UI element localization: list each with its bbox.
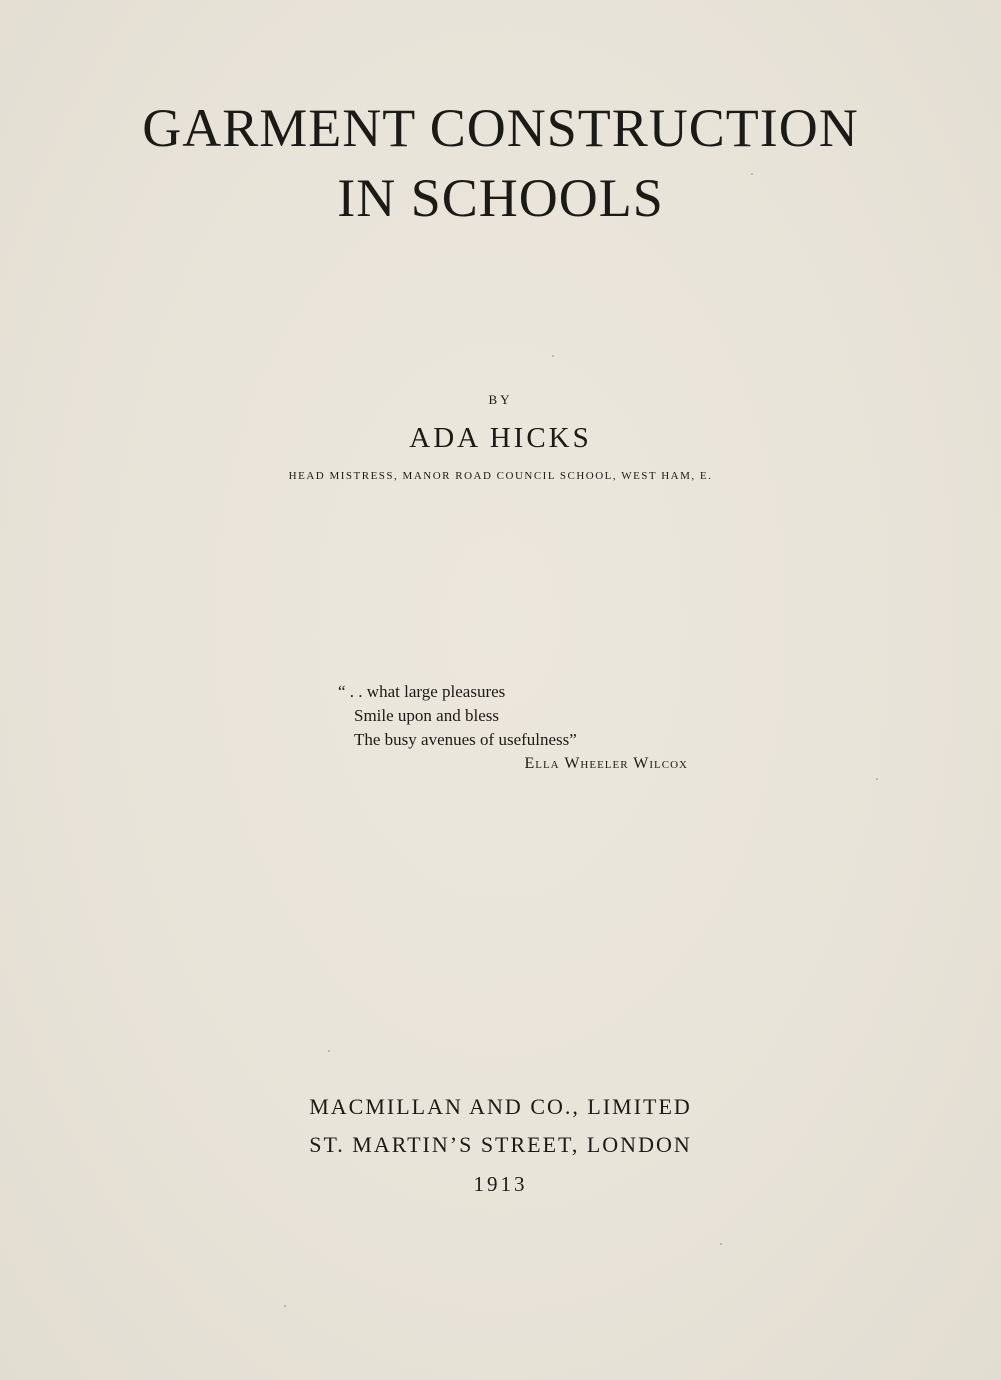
epigraph bbox=[338, 680, 698, 776]
publication-year: 1913 bbox=[473, 1172, 528, 1196]
epigraph-line-3: The busy avenues of usefulness” bbox=[354, 730, 577, 749]
epigraph-line-2: Smile upon and bless bbox=[354, 706, 499, 725]
paper-speck bbox=[328, 1050, 330, 1052]
paper-speck bbox=[876, 778, 878, 780]
publisher-address: ST. MARTIN’S STREET, LONDON bbox=[309, 1132, 692, 1157]
author-name: ADA HICKS bbox=[409, 422, 592, 454]
paper-speck bbox=[552, 355, 554, 357]
paper-speck bbox=[284, 1305, 286, 1307]
epigraph-line-1: “ . . what large pleasures bbox=[338, 682, 506, 701]
publisher-name: MACMILLAN AND CO., LIMITED bbox=[309, 1094, 692, 1119]
paper-speck bbox=[751, 173, 753, 175]
by-label: BY bbox=[488, 392, 513, 407]
book-title-line-1: GARMENT CONSTRUCTION bbox=[142, 98, 859, 158]
paper-speck bbox=[720, 1243, 722, 1245]
book-title-line-2: IN SCHOOLS bbox=[337, 168, 664, 228]
author-affiliation: HEAD MISTRESS, MANOR ROAD COUNCIL SCHOOL, WEST HAM, E. bbox=[288, 470, 713, 482]
epigraph-attribution: Ella Wheeler Wilcox bbox=[524, 755, 688, 772]
